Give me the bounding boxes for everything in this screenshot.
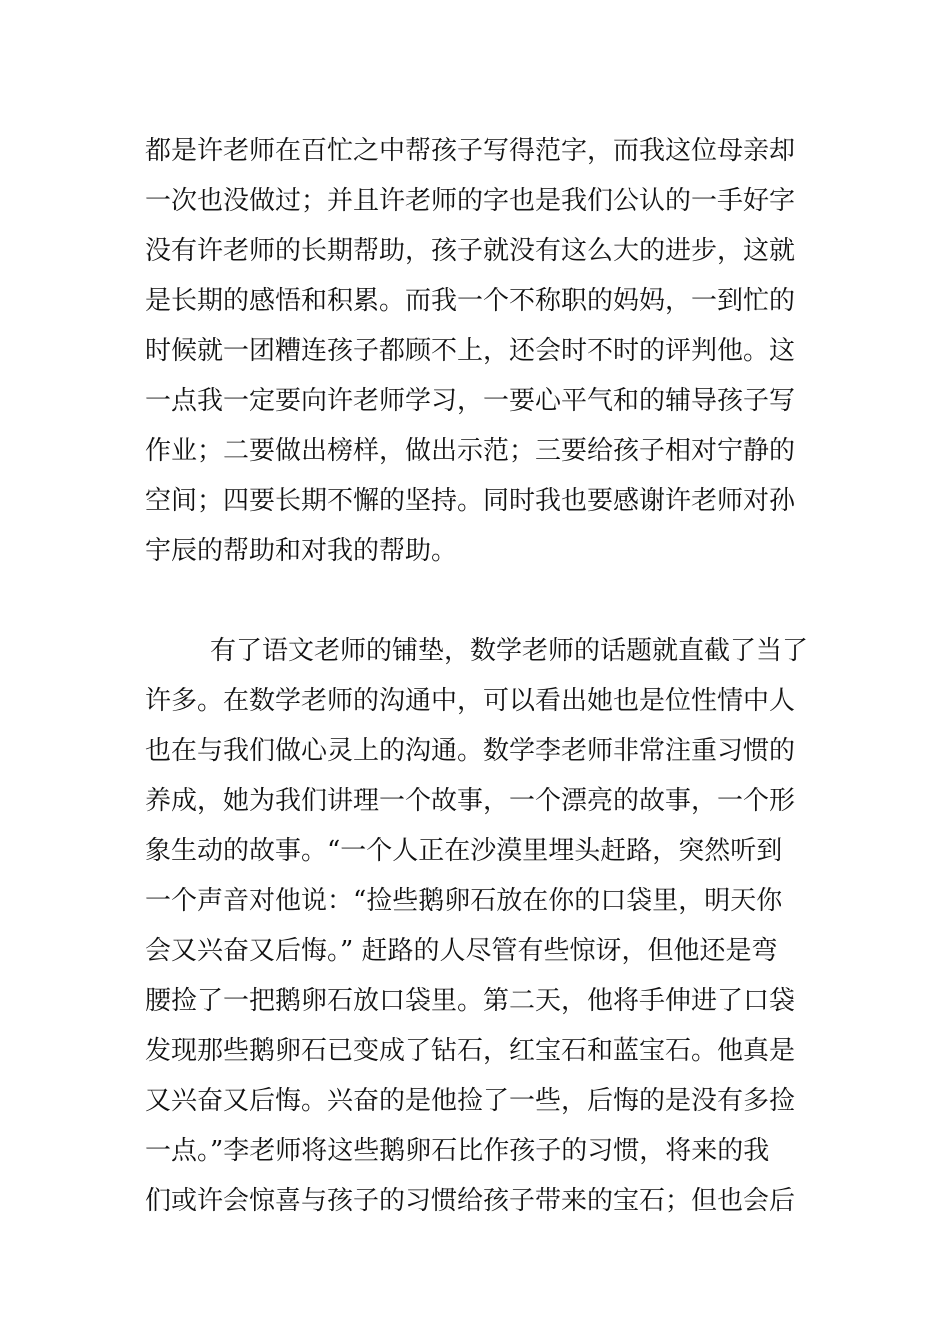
paragraph-line: 发现那些鹅卵石已变成了钻石，红宝石和蓝宝石。他真是 [145, 1036, 796, 1066]
paragraph-line: 一点。”李老师将这些鹅卵石比作孩子的习惯，将来的我 [145, 1136, 770, 1166]
paragraph-line: 会又兴奋又后悔。” 赶路的人尽管有些惊讶，但他还是弯 [145, 936, 778, 966]
paragraph-line: 时候就一团糟连孩子都顾不上，还会时不时的评判他。这 [145, 336, 796, 366]
paragraph-line: 有了语文老师的铺垫，数学老师的话题就直截了当了 [210, 636, 809, 666]
paragraph-line: 们或许会惊喜与孩子的习惯给孩子带来的宝石；但也会后 [145, 1186, 796, 1216]
paragraph-line: 象生动的故事。“一个人正在沙漠里埋头赶路，突然听到 [145, 836, 783, 866]
paragraph-line: 空间；四要长期不懈的坚持。同时我也要感谢许老师对孙 [145, 486, 796, 516]
paragraph-line: 都是许老师在百忙之中帮孩子写得范字，而我这位母亲却 [145, 136, 796, 166]
paragraph-line: 也在与我们做心灵上的沟通。数学李老师非常注重习惯的 [145, 736, 796, 766]
paragraph-line: 作业；二要做出榜样，做出示范；三要给孩子相对宁静的 [145, 436, 796, 466]
paragraph-line: 许多。在数学老师的沟通中，可以看出她也是位性情中人 [145, 686, 796, 716]
paragraph-line: 一点我一定要向许老师学习，一要心平气和的辅导孩子写 [145, 386, 796, 416]
paragraph-line: 又兴奋又后悔。兴奋的是他捡了一些，后悔的是没有多捡 [145, 1086, 796, 1116]
paragraph-line: 没有许老师的长期帮助，孩子就没有这么大的进步，这就 [145, 236, 796, 266]
paragraph-line: 养成，她为我们讲理一个故事，一个漂亮的故事，一个形 [145, 786, 796, 816]
paragraph-line: 一次也没做过；并且许老师的字也是我们公认的一手好字 [145, 186, 796, 216]
paragraph-line: 宇辰的帮助和对我的帮助。 [145, 536, 458, 566]
paragraph-line: 是长期的感悟和积累。而我一个不称职的妈妈，一到忙的 [145, 286, 796, 316]
paragraph-line: 腰捡了一把鹅卵石放口袋里。第二天，他将手伸进了口袋 [145, 986, 796, 1016]
paragraph-line: 一个声音对他说：“捡些鹅卵石放在你的口袋里，明天你 [145, 886, 783, 916]
